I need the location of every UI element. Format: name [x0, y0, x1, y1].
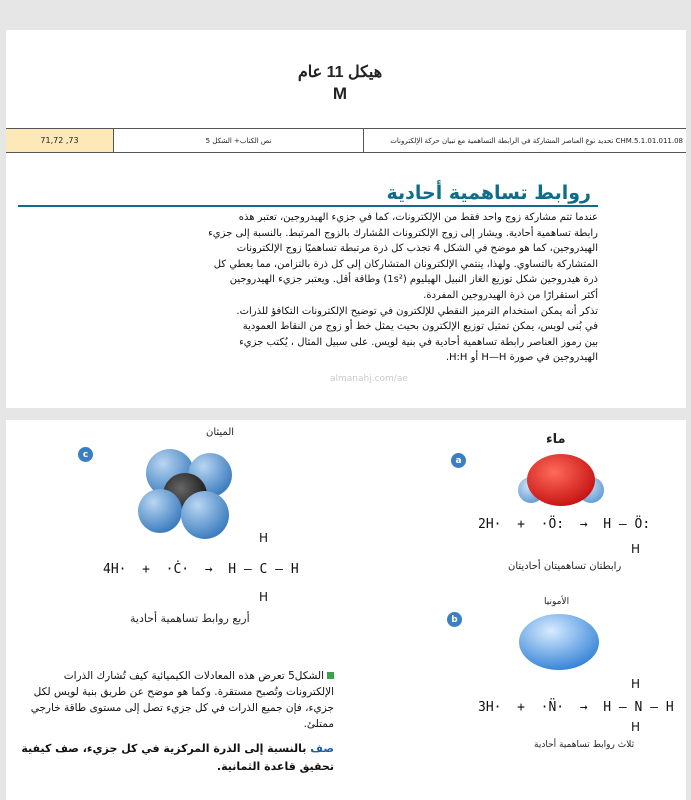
page-subtitle: M [332, 84, 348, 103]
ammonia-title: الأمونيا [544, 597, 570, 607]
methane-title: الميثان [206, 427, 235, 438]
body-line: بين رموز العناصر رابطة تساهمية أحادية في بنية لويس. على سبيل المثال ، يُكتب جزيء [239, 336, 598, 348]
body-line: رابطة تساهمية أحادية. ويشار إلى زوج الإلكترونات المُشارك بالزوج المرتبط. بالنسبة إلى جزيء [208, 227, 598, 239]
outcome-table [6, 128, 686, 153]
badge-a: a [451, 453, 466, 468]
body-line: تذكر أنه يمكن استخدام الترميز النقطي للإلكترون في توضيح الإلكترونات التكافؤ للذرات. [236, 305, 598, 317]
methane-equation: 4H· + ·Ċ· → H — C — H [103, 562, 299, 577]
badge-c: c [78, 447, 93, 462]
figure-caption-text: الشكل5 تعرض هذه المعادلات الكيميائية كيف تُشارك الذرات الإلكترونات وتُصبح مستقرة. وكما هو موضح عن طريق بنية لويس لكل جزيء، فإن جميع الذرات في كل جزيء تصل إلى مستوى طاقة خارجي ممتلئ. [30, 670, 334, 730]
ammonia-model [514, 608, 604, 672]
page-title: هيكل 11 عام [297, 64, 383, 81]
badge-b: b [447, 612, 462, 627]
ammonia-top-h: H [631, 677, 641, 691]
ammonia-bottom-h: H [631, 720, 641, 734]
body-line: المتشاركة بالتساوي. ولهذا، ينتمي الإلكترونان المتشاركان إلى كل ذرة بالتزامن، مما يعطي كل [213, 258, 598, 270]
watermark-text: almanahj.com/ae [330, 374, 408, 384]
body-line: عندما تتم مشاركة زوج واحد فقط من الإلكترونات، كما في جزيء الهيدروجين، تعتبر هذه [238, 212, 598, 223]
source-cell: نص الكتاب+ الشكل 5 [113, 129, 363, 152]
body-line: في بُنى لويس، يمكن تمثيل توزيع الإلكترون بحيث يمثل خط أو زوج من النقاط العمودية [242, 321, 598, 333]
water-model [516, 448, 606, 508]
body-line: الهيدروجين، كما هو موضح في الشكل 4 تجذب كل ذرة مرتبطة تساهميًا زوج الإلكترونات [236, 243, 598, 255]
methane-model [130, 443, 240, 543]
question-text: بالنسبة إلى الذرة المركزية في كل جزيء، صف كيفية تحقيق قاعدة الثمانية. [21, 742, 334, 773]
water-equation: 2H· + ·Ö: → H — Ö: [478, 517, 651, 532]
ammonia-equation: 3H· + ·N̈· → H — N — H [478, 700, 674, 715]
body-line: الهيدروجين في صورة H—H أو H:H. [445, 352, 598, 364]
caption-marker-icon [327, 672, 334, 679]
body-line: أكثر استقرارًا من ذرة الهيدروجين المفردة. [423, 289, 598, 301]
figure-caption [16, 668, 334, 732]
outcome-cell: CHM.5.1.01.011.08 تحديد نوع العناصر المشاركة في الرابطة التساهمية مع تبيان حركة الإلكترونات [363, 129, 686, 152]
ammonia-caption: ثلاث روابط تساهمية أحادية [534, 740, 635, 750]
section-heading: روابط تساهمية أحادية [386, 182, 591, 204]
water-caption: رابطتان تساهميتان أحاديتان [508, 561, 622, 572]
section-body [18, 210, 598, 366]
methane-bottom-h: H [259, 590, 269, 604]
figure-question [16, 740, 334, 776]
question-verb: صف [310, 742, 334, 755]
heading-rule [18, 205, 598, 207]
water-bottom-h: H [631, 542, 641, 556]
water-title: ماء [546, 432, 566, 447]
methane-top-h: H [259, 531, 269, 545]
pages-cell: 71,72 ,73 [6, 129, 113, 152]
body-line: ذرة هيدروجين شكل توزيع الغاز النبيل الهيليوم (1s²) وطاقة أقل. ويعتبر جزيء الهيدروجين [229, 274, 598, 286]
methane-caption: أربع روابط تساهمية أحادية [130, 612, 250, 625]
